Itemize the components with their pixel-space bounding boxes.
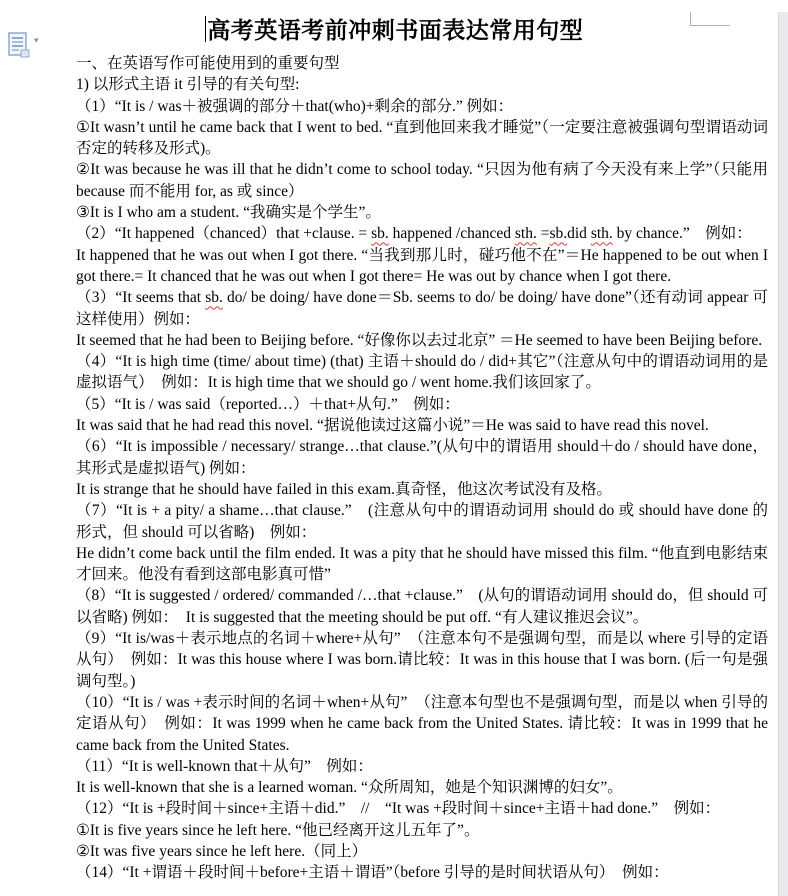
paragraph: It was said that he had read this novel. “据说他读过这篇小说”＝He was said to have read this novel. [76,417,709,435]
paragraph: ①It is five years since he left here. “他已经离开这儿五年了”。 [76,821,480,839]
paragraph: （3）“It seems that sb. do/ be doing/ have done＝Sb. seems to do/ be doing/ have done”（还有动词 appear 可这样使用）例如： [76,289,768,328]
paragraph: ①It wasn’t until he came back that I went to bed. “直到他回来我才睡觉”（一定要注意被强调句型谓语动词否定的转移及形式)。 [76,118,768,158]
paragraph: （11）“It is well-known that＋从句” 例如： [76,757,373,775]
paragraph: It seemed that he had been to Beijing before. “好像你以去过北京” ＝He seemed to have been Beijing before. [76,331,763,349]
paragraph: （8）“It is suggested / ordered/ commanded /…that +clause.” (从句的谓语动词用 should do，但 should 可以省略) 例如： It is suggested that the meeting should be put off. “有人建议推迟会议”。 [76,587,768,626]
paragraph: It is strange that he should have failed in this exam.真奇怪，他这次考试没有及格。 [76,480,612,498]
paragraph: （7）“It is + a pity/ a shame…that clause.” (注意从句中的谓语动词用 should do 或 should have done 的形式，但 should 可以省略) 例如： [76,502,768,541]
paragraph: （2）“It happened（chanced）that +clause. = sb. happened /chanced sth. =sb.did sth. by chance.” 例如： [76,225,752,243]
paragraph: （10）“It is / was +表示时间的名词＋when+从句” （注意本句型也不是强调句型，而是以 when 引导的定语从句） 例如：It was 1999 when he came back from the United States. 请比较：It was in 1999 that he came back from the United States. [76,693,768,754]
paste-options-widget[interactable] [8,32,39,58]
misspelled-word: sb. [549,225,568,243]
paragraph: 一、在英语写作可能使用到的重要句型 [76,55,340,72]
paragraph: 1) 以形式主语 it 引导的有关句型: [76,76,300,94]
paragraph: （5）“It is / was said（reported…）＋that+从句.” 例如： [76,395,460,413]
paragraph: （9）“It is/was＋表示地点的名词＋where+从句” （注意本句不是强调句型，而是以 where 引导的定语从句） 例如：It was this house where I was born.请比较：It was in this house that I was born. (后一句是强调句型。) [76,630,768,690]
scrollbar-track[interactable] [778,12,788,896]
paragraph: ②It was because he was ill that he didn’t come to school today. “只因为他有病了今天没有来上学”（只能用 because 而不能用 for, as 或 since） [76,161,768,200]
paragraph: ③It is I who am a student. “我确实是个学生”。 [76,204,381,222]
misspelled-word: sb. [371,225,389,243]
paragraph: （12）“It is +段时间＋since+主语＋did.” // “It was +段时间＋since+主语＋had done.” 例如： [76,800,721,818]
paragraph: （4）“It is high time (time/ about time) (that) 主语＋should do / did+其它”（注意从句中的谓语动词用的是虚拟语气） 例如：It is high time that we should go / went home.我们该回家了。 [76,353,768,392]
document-body [76,53,768,884]
misspelled-word: sth. [590,225,613,243]
document-page[interactable] [0,12,788,884]
document-title-row [0,12,788,45]
paste-options-icon[interactable] [8,32,30,58]
misspelled-word: sth. [514,225,537,243]
paragraph: （1）“It is / was＋被强调的部分＋that(who)+剩余的部分.” 例如： [76,97,514,115]
paragraph: ②It was five years since he left here.（同上） [76,842,368,860]
page-title: 高考英语考前冲刺书面表达常用句型 [207,18,584,43]
paragraph: （14）“It +谓语＋段时间＋before+主语＋谓语”（before 引导的是时间状语从句） 例如： [76,864,669,882]
paragraph: He didn’t come back until the film ended. It was a pity that he should have missed this film. “他直到电影结束才回来。他没有看到这部电影真可惜” [76,544,768,584]
paragraph: It happened that he was out when I got there. “当我到那儿时，碰巧他不在”＝He happened to be out when I got there.= It chanced that he was out when I got there= He was out by chance when I got there. [76,246,768,285]
misspelled-word: sb. [205,289,223,307]
paragraph: （6）“It is impossible / necessary/ strange…that clause.”(从句中的谓语用 should＋do / should have done，其形式是虚拟语气) 例如： [76,438,768,477]
paragraph: It is well-known that she is a learned woman. “众所周知，她是个知识渊博的妇女”。 [76,779,623,797]
page-margin-corner-mark [690,12,691,26]
page-margin-corner-mark [690,25,730,26]
chevron-down-icon[interactable]: ▾ [34,36,39,46]
